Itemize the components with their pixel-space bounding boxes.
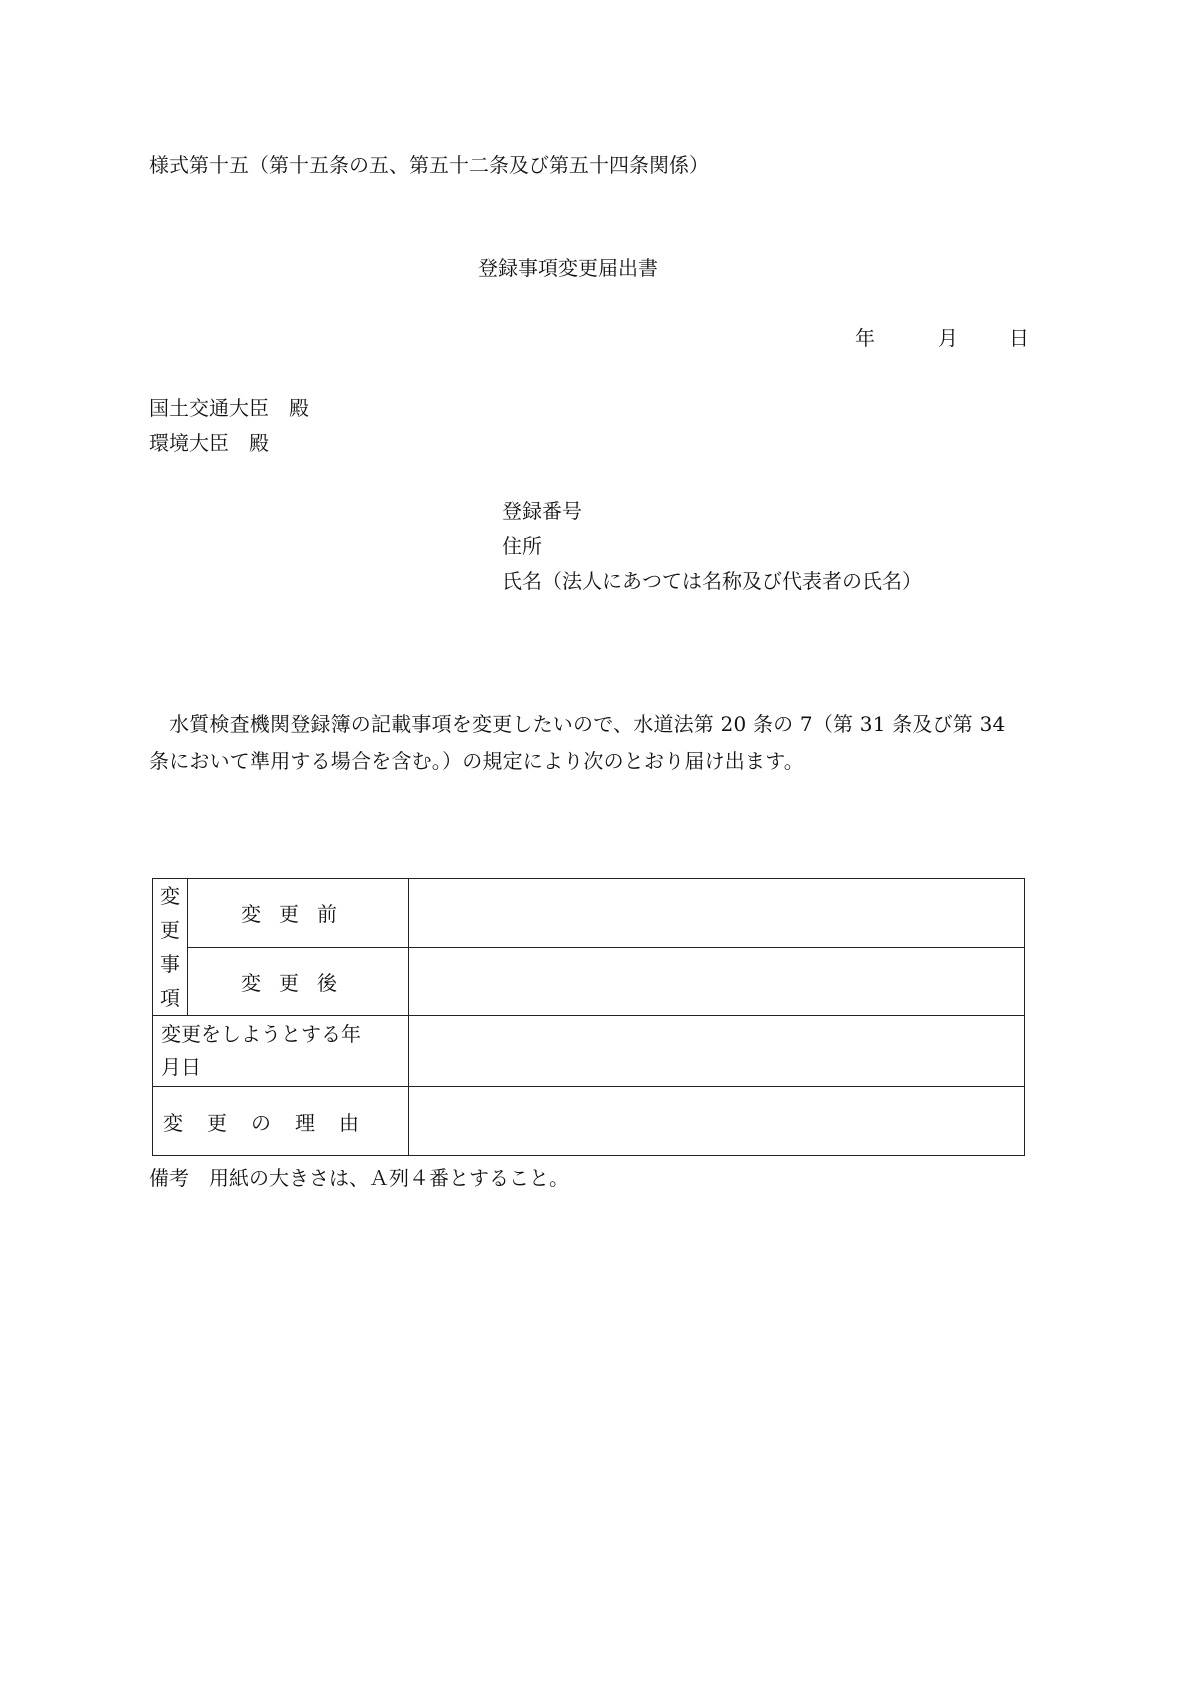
date-month-label: 月	[938, 326, 958, 350]
planned-date-label: 変更をしようとする年月日	[153, 1016, 409, 1087]
reason-value-cell[interactable]	[409, 1087, 1025, 1156]
footnote: 備考 用紙の大きさは、Ａ列４番とすること。	[149, 1166, 569, 1190]
before-label: 変更前	[188, 879, 409, 948]
after-value-cell[interactable]	[409, 947, 1025, 1016]
change-table	[152, 878, 1025, 1156]
addressee-mlit: 国土交通大臣 殿	[149, 396, 309, 420]
after-label: 変更後	[188, 947, 409, 1016]
date-day-label: 日	[1009, 326, 1029, 350]
reason-label: 変更の理由	[153, 1087, 409, 1156]
name-label: 氏名（法人にあつては名称及び代表者の氏名）	[502, 569, 922, 593]
address-label: 住所	[502, 534, 542, 558]
date-year-label: 年	[855, 326, 875, 350]
body-paragraph: 水質検査機関登録簿の記載事項を変更したいので、水道法第 20 条の 7（第 31 条及び第 34 条において準用する場合を含む。）の規定により次のとおり届け出ます。	[149, 712, 1006, 773]
form-number: 様式第十五（第十五条の五、第五十二条及び第五十四条関係）	[149, 153, 709, 177]
planned-date-value-cell[interactable]	[409, 1016, 1025, 1087]
addressee-env: 環境大臣 殿	[149, 431, 269, 455]
before-value-cell[interactable]	[409, 879, 1025, 948]
document-title: 登録事項変更届出書	[478, 256, 658, 280]
change-items-label: 変更事項	[153, 879, 188, 1016]
registration-number-label: 登録番号	[502, 499, 582, 523]
